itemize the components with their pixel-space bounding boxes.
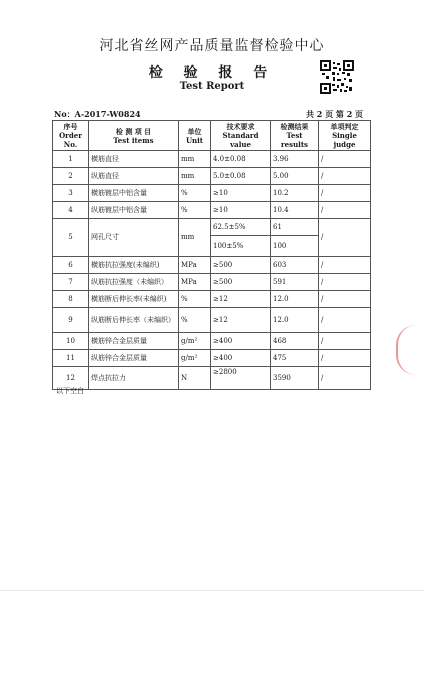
cell-unit: %: [179, 185, 211, 202]
cell-unit: mm: [179, 168, 211, 185]
cell-standard: 4.0±0.08: [211, 151, 271, 168]
cell-result: 10.2: [271, 185, 319, 202]
cell-standard: ≥400: [211, 333, 271, 350]
cell-result: 10.4: [271, 202, 319, 219]
report-title-cn: 检 验 报 告: [148, 65, 276, 81]
cell-unit: %: [179, 308, 211, 333]
cell-item: 横筋锌合金层质量: [89, 333, 179, 350]
col-header-standard: 技术要求 Standard value: [211, 121, 271, 151]
cell-item: 横筋抗拉强度(未编织): [89, 257, 179, 274]
qr-code-icon: [320, 60, 354, 94]
cell-order: 2: [53, 168, 89, 185]
cell-unit: g/m²: [179, 333, 211, 350]
table-row: [53, 367, 371, 390]
cell-result: 468: [271, 333, 319, 350]
cell-unit: mm: [179, 219, 211, 257]
cell-order: 10: [53, 333, 89, 350]
cell-result: 12.0: [271, 291, 319, 308]
cell-standard: ≥12: [211, 291, 271, 308]
cell-order: 3: [53, 185, 89, 202]
cell-result: 603: [271, 257, 319, 274]
cell-order: 12: [53, 367, 89, 390]
cell-item: 横筋断后伸长率(未编织): [89, 291, 179, 308]
cell-unit: %: [179, 202, 211, 219]
table-row: [53, 257, 371, 274]
cell-result: 100: [271, 236, 319, 257]
organization-title: 河北省丝网产品质量监督检验中心: [99, 38, 325, 54]
cell-judge: /: [319, 333, 371, 350]
cell-judge: /: [319, 219, 371, 257]
cell-item: 纵筋断后伸长率（未编织）: [89, 308, 179, 333]
table-row: [53, 219, 371, 236]
cell-unit: MPa: [179, 257, 211, 274]
test-results-table: [52, 120, 371, 390]
col-header-judge: 单项判定 Single judge: [319, 121, 371, 151]
report-title-en: Test Report: [179, 81, 245, 92]
cell-judge: /: [319, 367, 371, 390]
cell-standard: 5.0±0.08: [211, 168, 271, 185]
cell-result: 61: [271, 219, 319, 236]
col-header-results: 检测结果 Test results: [271, 121, 319, 151]
cell-item: 横筋镀层中铝含量: [89, 185, 179, 202]
cell-item: 纵筋镀层中铝含量: [89, 202, 179, 219]
blank-below-note: 以下空白: [56, 387, 84, 395]
col-header-order: 序号 Order No.: [53, 121, 89, 151]
cell-standard: ≥400: [211, 350, 271, 367]
cell-judge: /: [319, 168, 371, 185]
cell-result: 3590: [271, 367, 319, 390]
cell-standard: ≥500: [211, 257, 271, 274]
cell-result: 475: [271, 350, 319, 367]
cell-standard: ≥10: [211, 202, 271, 219]
cell-judge: /: [319, 308, 371, 333]
cell-judge: /: [319, 202, 371, 219]
table-row: [53, 151, 371, 168]
cell-judge: /: [319, 274, 371, 291]
seal-stamp-icon: [396, 325, 416, 375]
table-header-row: [53, 121, 371, 151]
table-row: [53, 333, 371, 350]
table-row: [53, 274, 371, 291]
cell-unit: %: [179, 291, 211, 308]
cell-standard: ≥500: [211, 274, 271, 291]
table-row: [53, 202, 371, 219]
cell-unit: N: [179, 367, 211, 390]
cell-unit: MPa: [179, 274, 211, 291]
cell-standard: ≥2800: [211, 367, 271, 390]
table-row: [53, 185, 371, 202]
cell-standard: 62.5±5%: [211, 219, 271, 236]
cell-judge: /: [319, 350, 371, 367]
cell-order: 1: [53, 151, 89, 168]
table-row: [53, 168, 371, 185]
cell-item: 焊点抗拉力: [89, 367, 179, 390]
cell-order: 9: [53, 308, 89, 333]
page-info: 共 2 页 第 2 页: [306, 109, 364, 119]
table-row: [53, 291, 371, 308]
cell-item: 网孔尺寸: [89, 219, 179, 257]
cell-judge: /: [319, 151, 371, 168]
cell-item: 纵筋抗拉强度（未编织）: [89, 274, 179, 291]
table-row: [53, 308, 371, 333]
cell-standard: 100±5%: [211, 236, 271, 257]
cell-unit: mm: [179, 151, 211, 168]
cell-result: 591: [271, 274, 319, 291]
cell-item: 纵筋直径: [89, 168, 179, 185]
col-header-unit: 单位 Unit: [179, 121, 211, 151]
cell-item: 纵筋锌合金层质量: [89, 350, 179, 367]
cell-item: 横筋直径: [89, 151, 179, 168]
cell-judge: /: [319, 185, 371, 202]
col-header-items: 检 测 项 目 Test items: [89, 121, 179, 151]
cell-result: 12.0: [271, 308, 319, 333]
report-number: No：A-2017-W0824: [54, 109, 141, 119]
cell-order: 7: [53, 274, 89, 291]
cell-order: 6: [53, 257, 89, 274]
table-row: [53, 350, 371, 367]
cell-order: 8: [53, 291, 89, 308]
cell-judge: /: [319, 257, 371, 274]
cell-result: 3.96: [271, 151, 319, 168]
cell-standard: ≥10: [211, 185, 271, 202]
cell-standard: ≥12: [211, 308, 271, 333]
cell-judge: /: [319, 291, 371, 308]
cell-result: 5.00: [271, 168, 319, 185]
cell-order: 5: [53, 219, 89, 257]
cell-order: 4: [53, 202, 89, 219]
cell-unit: g/m²: [179, 350, 211, 367]
cell-order: 11: [53, 350, 89, 367]
